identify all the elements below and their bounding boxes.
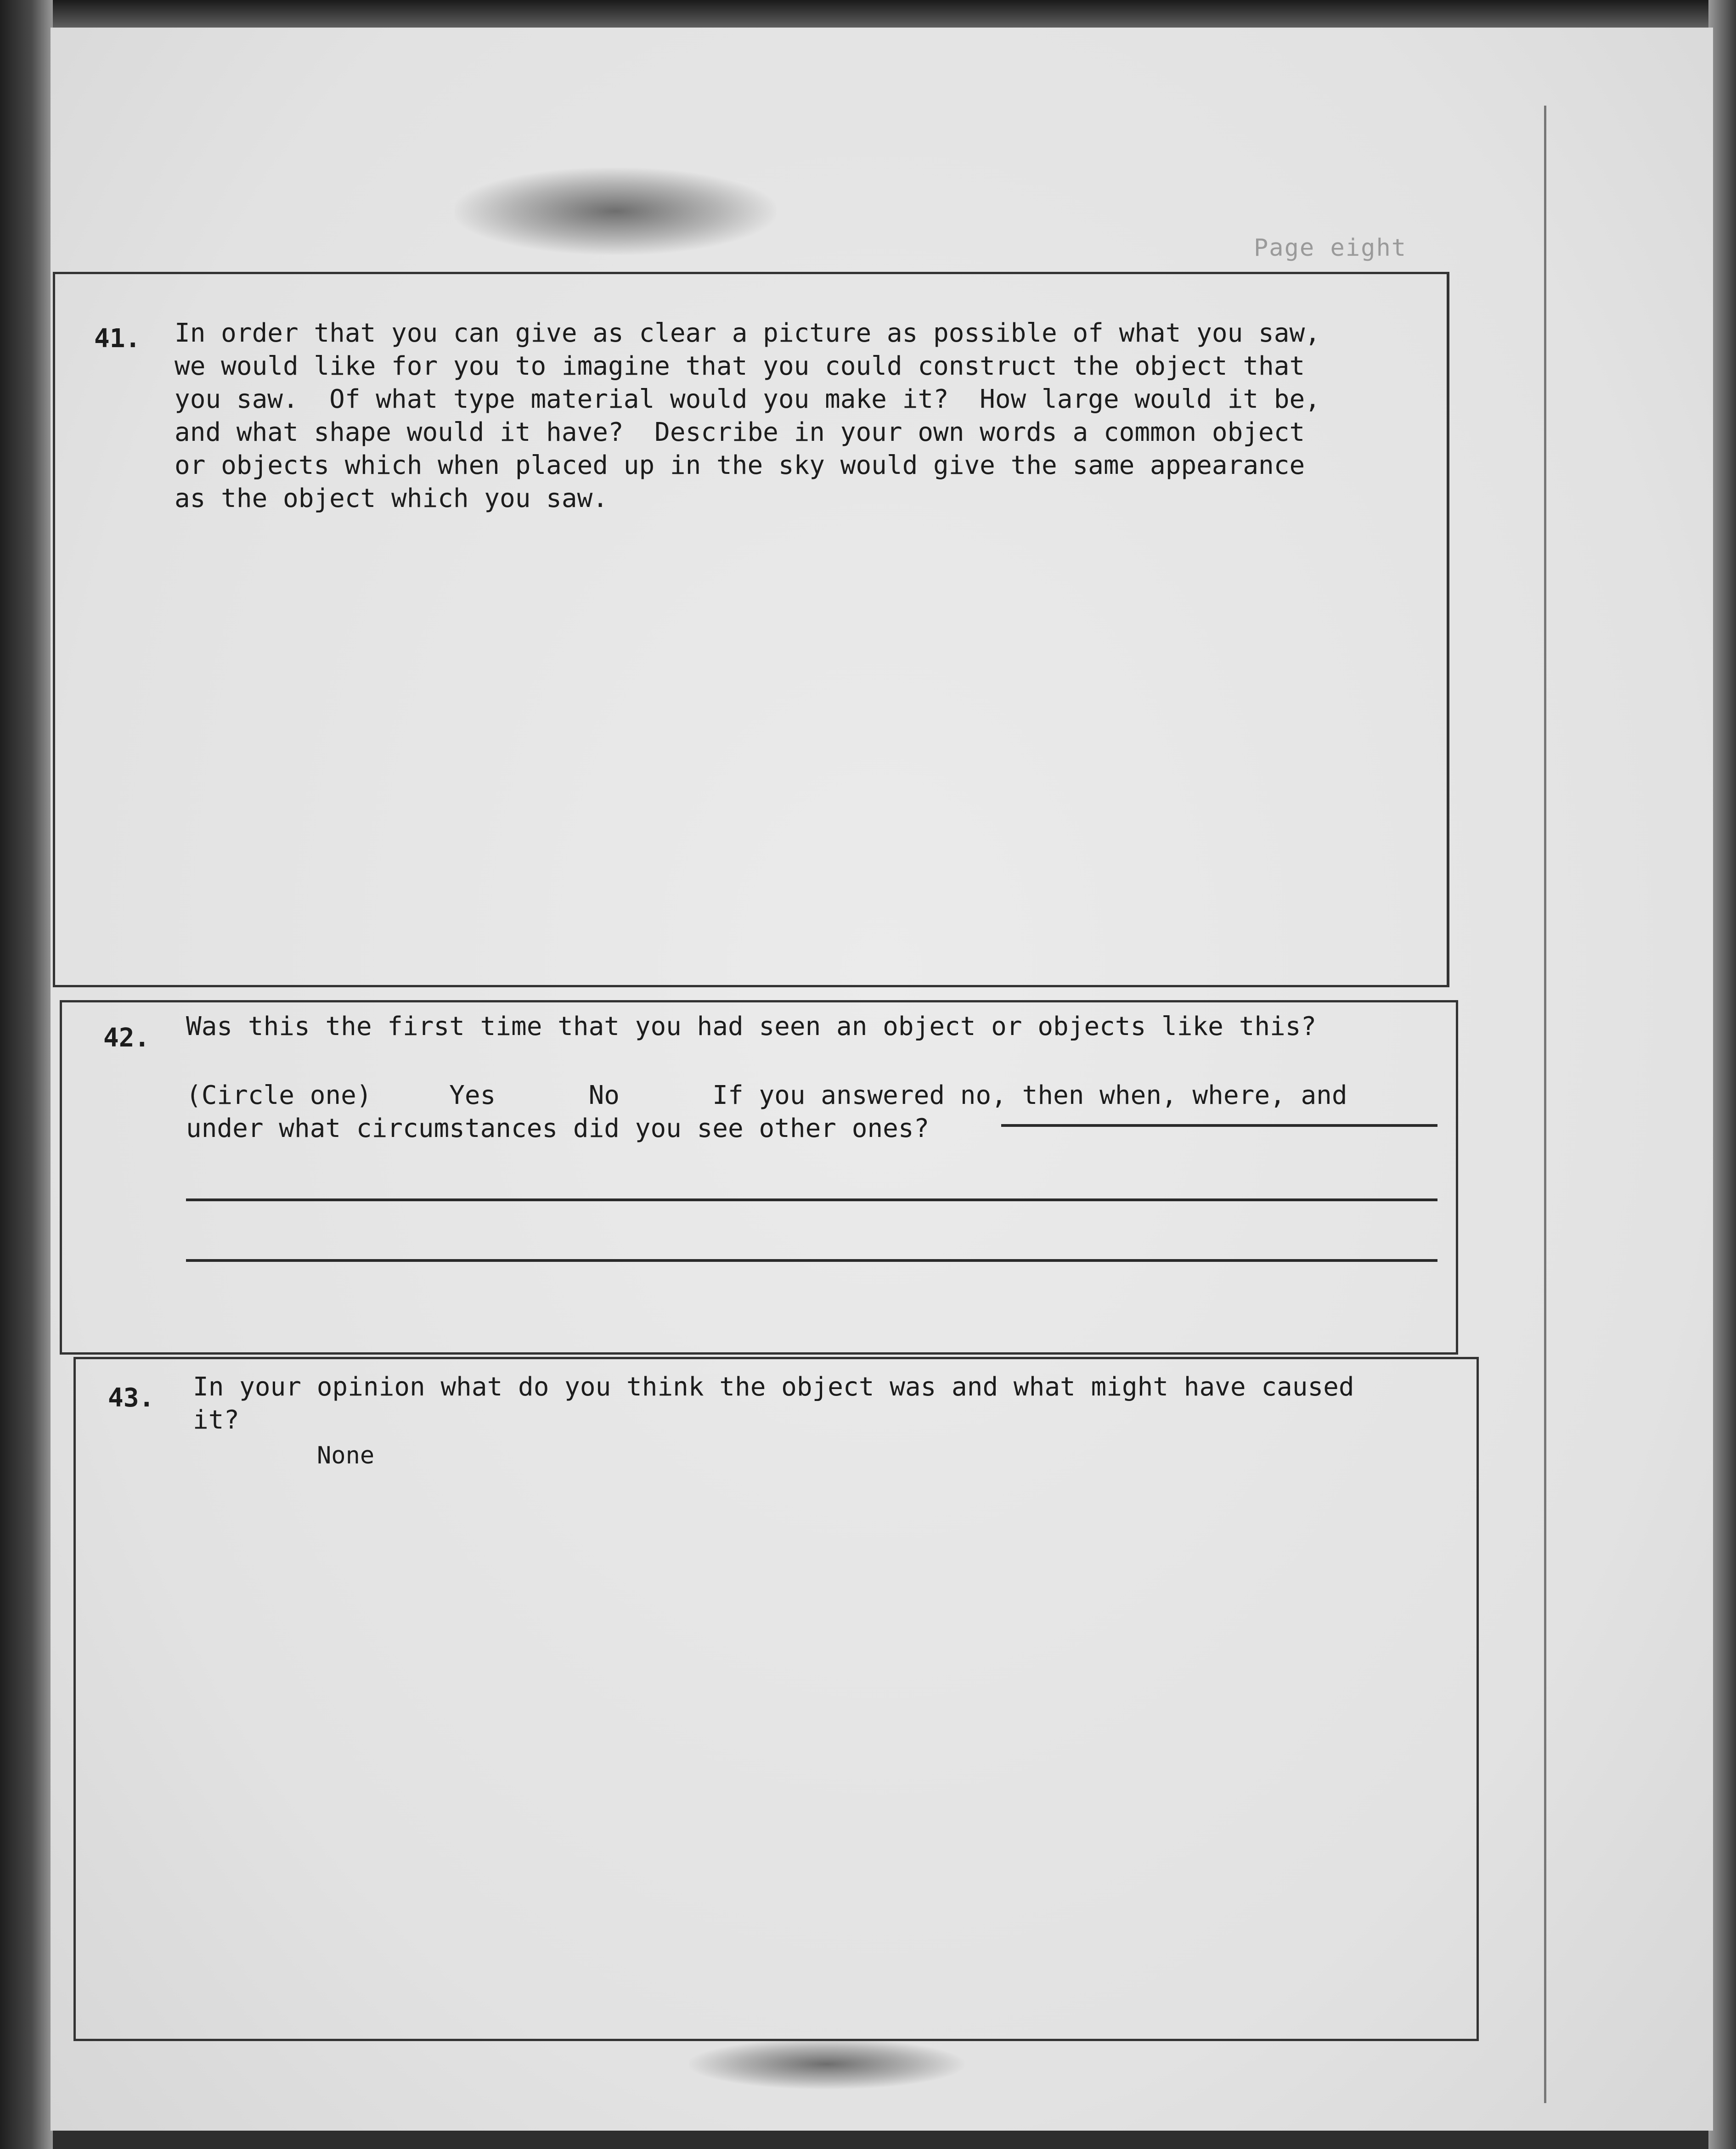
page-number-label: Page eight — [1254, 234, 1407, 262]
question-43-number: 43. — [108, 1383, 155, 1413]
answer-line-3 — [186, 1259, 1437, 1262]
question-43-box — [73, 1357, 1479, 2041]
question-41-line-5: or objects which when placed up in the sky would give the same appearance — [175, 450, 1305, 480]
question-41-number: 41. — [94, 324, 141, 354]
question-43-line-1: In your opinion what do you think the object was and what might have caused — [193, 1372, 1354, 1402]
question-41-line-4: and what shape would it have? Describe in your own words a common object — [175, 417, 1305, 447]
question-43-line-2: it? — [193, 1405, 240, 1435]
question-42-line-1: Was this the first time that you had seen an object or objects like this? — [186, 1012, 1317, 1041]
question-43-answer: None — [317, 1442, 375, 1469]
answer-line-1 — [1001, 1124, 1437, 1127]
page-edge-line — [1544, 106, 1546, 2103]
question-42-number: 42. — [103, 1023, 150, 1053]
question-41-line-3: you saw. Of what type material would you make it? How large would it be, — [175, 384, 1320, 414]
question-41-line-1: In order that you can give as clear a picture as possible of what you saw, — [175, 318, 1320, 348]
ink-smudge-top — [455, 168, 776, 255]
question-42-line-3: (Circle one) Yes No If you answered no, then when, where, and — [186, 1080, 1347, 1110]
question-42-line-4: under what circumstances did you see other ones? — [186, 1114, 930, 1143]
ink-smudge-bottom — [689, 2039, 964, 2089]
answer-line-2 — [186, 1198, 1437, 1201]
film-border-left — [0, 0, 53, 2149]
question-42-box — [60, 1000, 1458, 1355]
question-41-line-2: we would like for you to imagine that you could construct the object that — [175, 351, 1305, 381]
question-41-line-6: as the object which you saw. — [175, 484, 609, 513]
